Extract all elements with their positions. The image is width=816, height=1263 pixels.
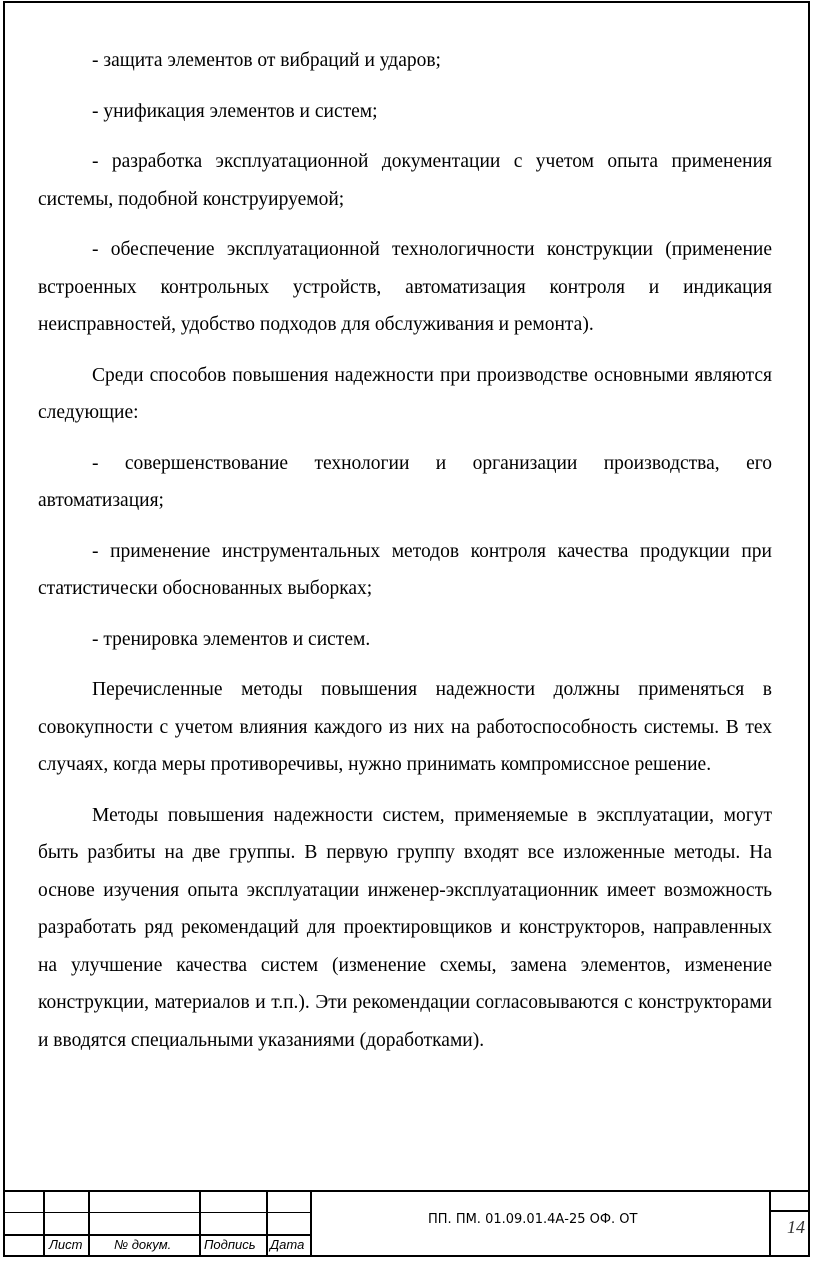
title-block-column-divider bbox=[88, 1190, 90, 1257]
paragraph: Методы повышения надежности систем, применяемые в эксплуатации, могут быть разбиты на две группы. В первую группу входят все изложенные методы. На основе изучения опыта эксплуатации инженер-эксплуатационник имеет возможность разработать ряд рекомендаций для проектировщиков и конструкторов, направленных на улучшение качества систем (изменение схемы, замена элементов, изменение конструкции, материалов и т.п.). Эти рекомендации согласовываются с конструкторами и вводятся специальными указаниями (доработками). bbox=[38, 804, 772, 1051]
doc-number-column-caption: № докум. bbox=[114, 1237, 172, 1252]
list-item: - защита элементов от вибраций и ударов; bbox=[92, 50, 441, 71]
list-item: - применение инструментальных методов контроля качества продукции при статистически обоснованных выборках; bbox=[38, 540, 772, 599]
title-block-column-divider bbox=[310, 1190, 312, 1257]
signature-column-caption: Подпись bbox=[204, 1237, 256, 1252]
sheet-column-caption: Лист bbox=[49, 1237, 83, 1252]
list-item: - обеспечение эксплуатационной технологичности конструкции (применение встроенных контрольных устройств, автоматизация контроля и индикация неисправностей, удобство подходов для обслуживания и ремонта). bbox=[38, 239, 772, 335]
title-block-top-border bbox=[3, 1190, 810, 1192]
paragraph: Среди способов повышения надежности при производстве основными являются следующие: bbox=[38, 364, 772, 423]
title-block-column-divider bbox=[769, 1190, 771, 1257]
list-item: - унификация элементов и систем; bbox=[92, 100, 378, 122]
body-text bbox=[38, 42, 772, 1072]
list-item: - совершенствование технологии и организации производства, его автоматизация; bbox=[38, 452, 772, 511]
list-item: - разработка эксплуатационной документации с учетом опыта применения системы, подобной конструируемой; bbox=[38, 151, 772, 210]
paragraph: Перечисленные методы повышения надежности должны применяться в совокупности с учетом влияния каждого из них на работоспособность системы. В тех случаях, когда меры противоречивы, нужно принимать компромиссное решение. bbox=[38, 679, 772, 775]
title-block-column-divider bbox=[266, 1190, 268, 1257]
title-block-column-divider bbox=[199, 1190, 201, 1257]
list-item: - тренировка элементов и систем. bbox=[92, 628, 371, 650]
date-column-caption: Дата bbox=[270, 1237, 305, 1252]
title-block bbox=[3, 1190, 810, 1257]
title-block-column-divider bbox=[43, 1190, 45, 1257]
sheet-number: 14 bbox=[787, 1217, 805, 1237]
sheet-cell-divider bbox=[770, 1210, 810, 1212]
document-code: ПП. ПМ. 01.09.01.4А-25 ОФ. ОТ bbox=[428, 1212, 638, 1227]
